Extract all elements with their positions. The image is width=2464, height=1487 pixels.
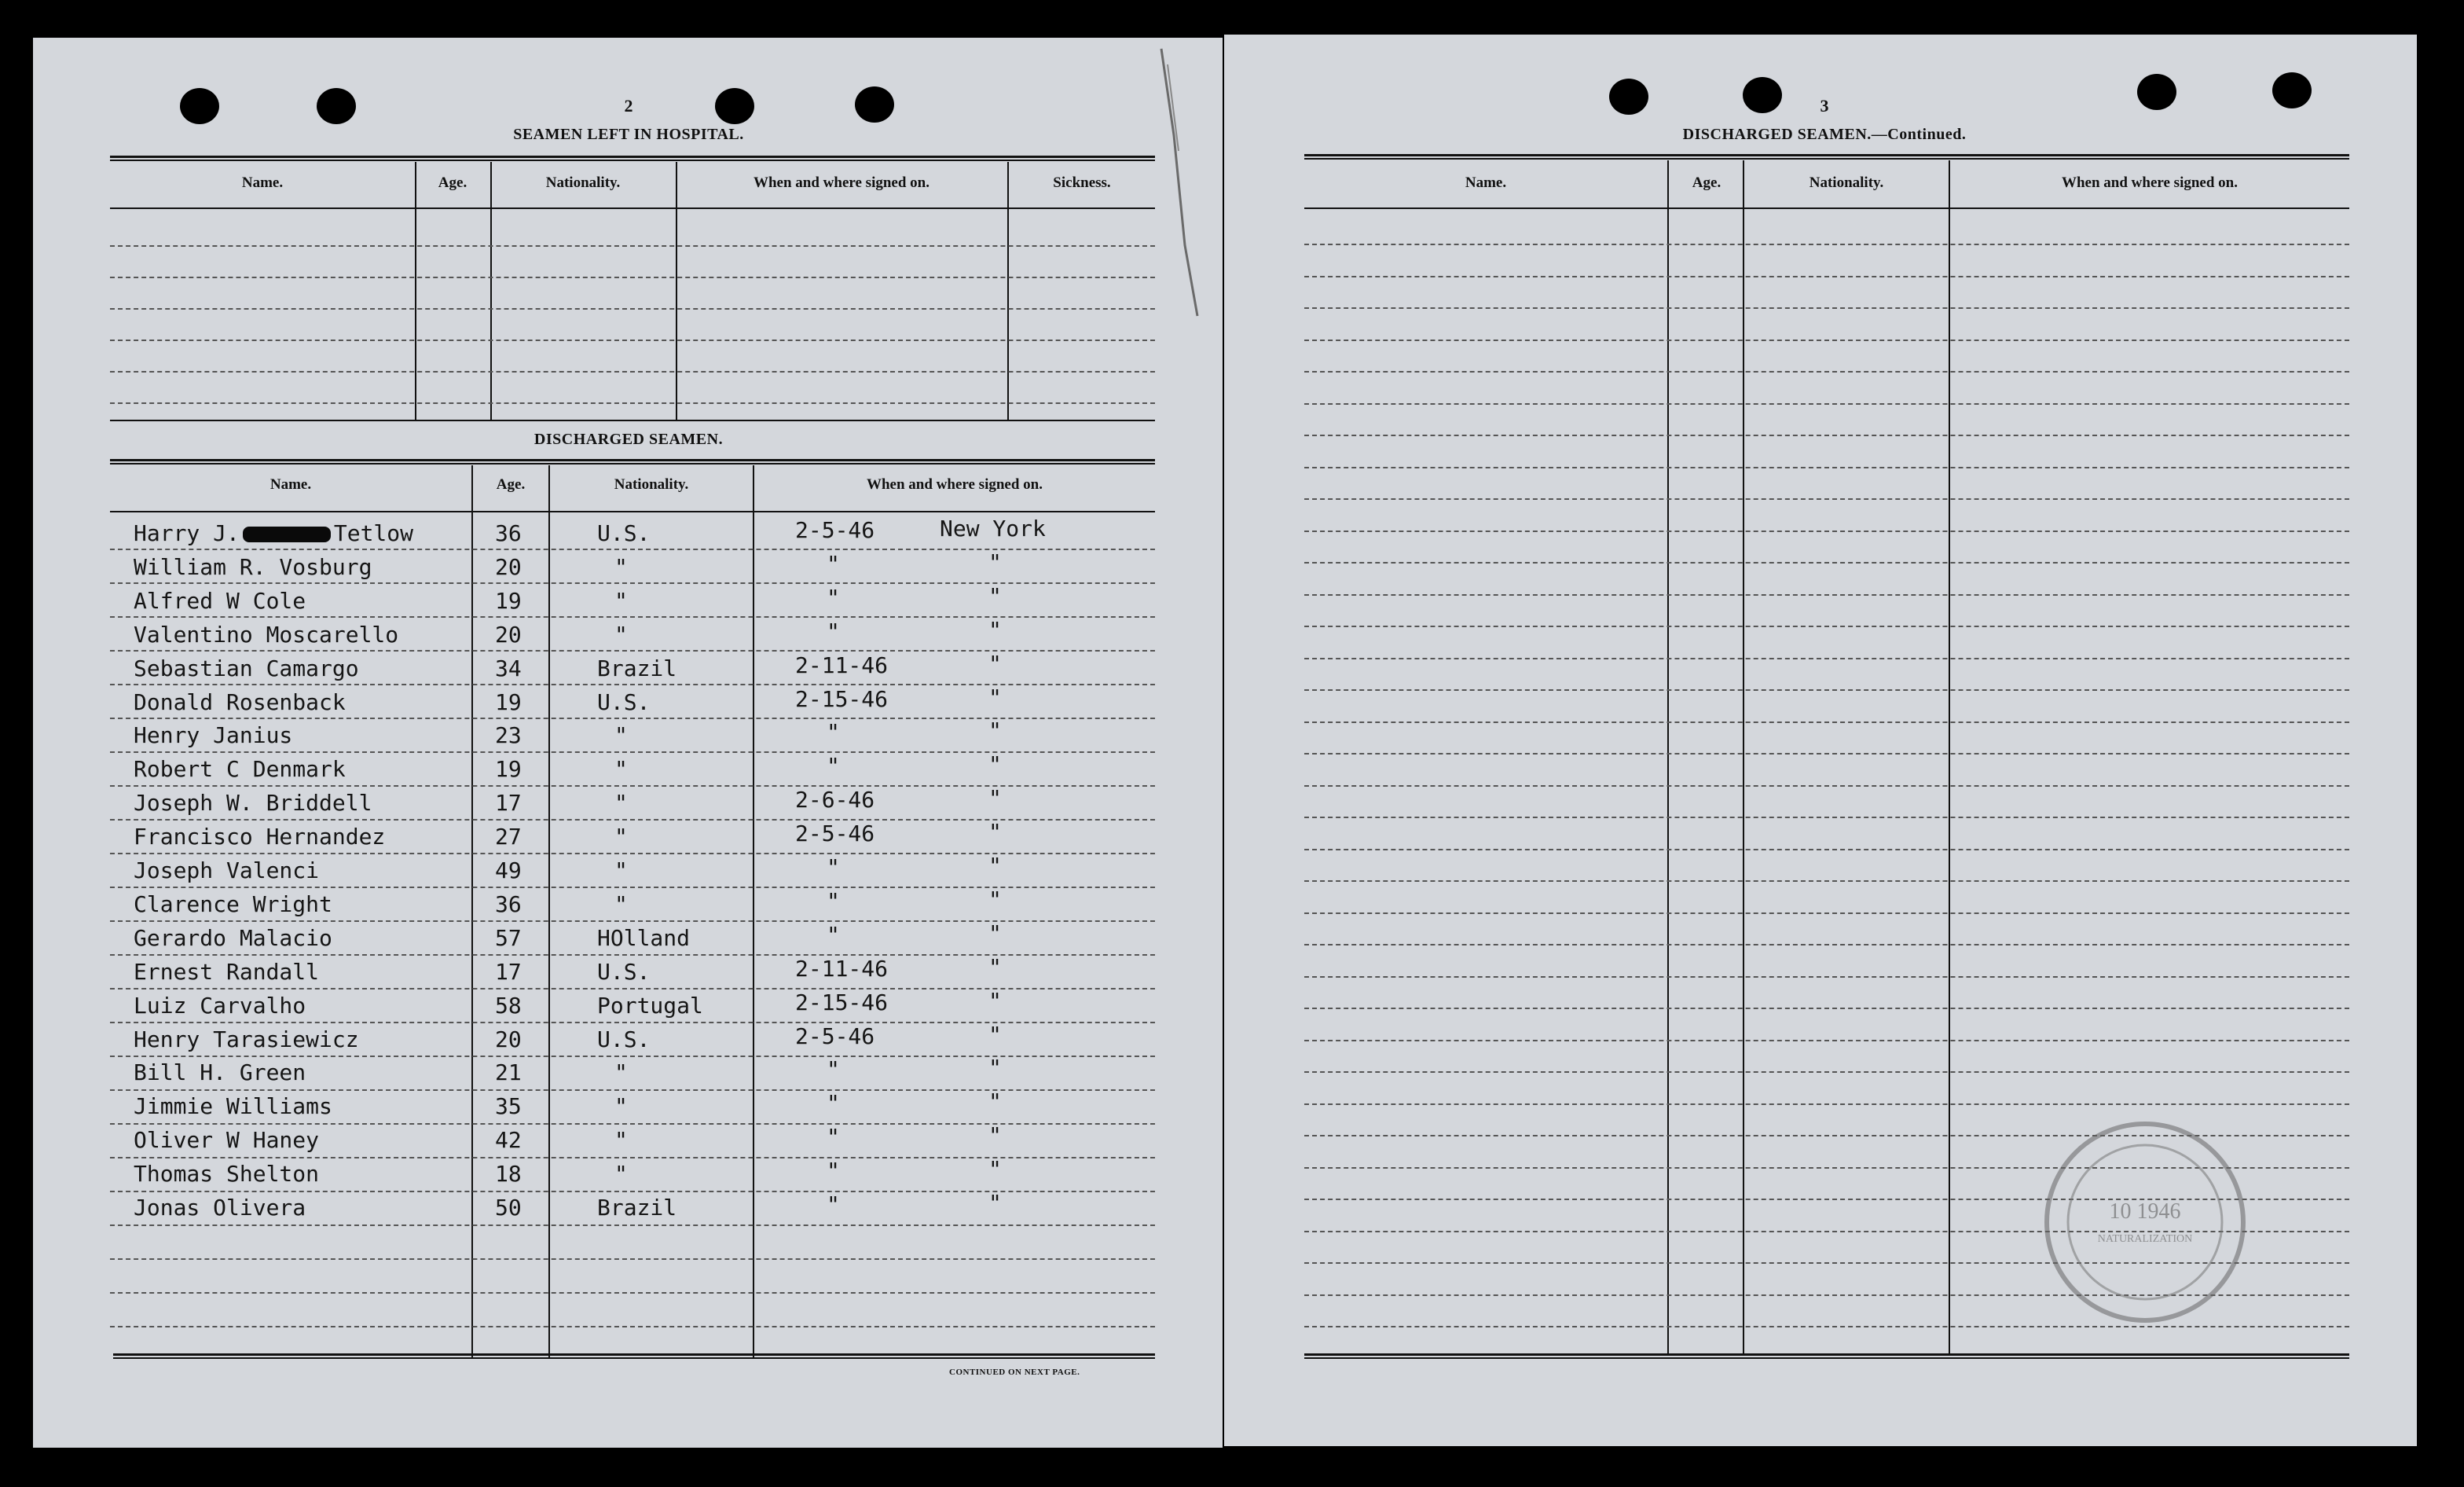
ruled-line — [1304, 467, 2349, 468]
signed-on-place: " — [988, 819, 1002, 846]
punch-hole — [715, 88, 754, 124]
col-header-age: Age. — [1692, 174, 1722, 191]
signed-on-date: 2-11-46 — [795, 652, 889, 678]
signed-on-date: 2-15-46 — [795, 685, 889, 712]
ruled-line — [110, 402, 1155, 404]
signed-on-date: " — [827, 1158, 840, 1184]
column-divider — [676, 162, 677, 420]
col-header-nationality: Nationality. — [1809, 174, 1884, 191]
signed-on-place: " — [988, 785, 1002, 812]
signed-on-date: " — [827, 550, 840, 577]
naturalization-stamp — [2031, 1116, 2259, 1328]
signed-on-date: " — [827, 854, 840, 880]
punch-hole — [2137, 74, 2176, 110]
signed-on-date: " — [827, 719, 840, 746]
seaman-nationality: U.S. — [597, 688, 651, 715]
ruled-line — [1304, 785, 2349, 787]
seaman-nationality: " — [614, 1127, 628, 1154]
ruled-line — [1304, 498, 2349, 500]
seaman-name: Luiz Carvalho — [134, 992, 306, 1019]
seaman-age: 50 — [495, 1195, 522, 1221]
seaman-nationality: " — [614, 857, 628, 883]
seaman-nationality: " — [614, 756, 628, 783]
page-number: 3 — [1820, 96, 1829, 116]
signed-on-place: " — [988, 616, 1002, 643]
ruled-line — [1304, 817, 2349, 818]
ruled-line — [110, 340, 1155, 341]
ruled-line — [1304, 912, 2349, 914]
seaman-age: 18 — [495, 1161, 522, 1188]
column-divider — [415, 162, 416, 420]
signed-on-date: 2-5-46 — [795, 821, 875, 847]
seaman-age: 57 — [495, 924, 522, 951]
col-header-name: Name. — [270, 476, 312, 493]
discharged-continued-title: DISCHARGED SEAMEN.—Continued. — [1682, 126, 1967, 143]
bottom-rule — [1304, 1353, 2349, 1359]
seaman-name: Oliver W Haney — [134, 1127, 320, 1154]
ruled-line — [110, 277, 1155, 278]
seaman-nationality: U.S. — [597, 958, 651, 985]
signed-on-date: 2-15-46 — [795, 989, 889, 1015]
ruled-line — [110, 1258, 1155, 1260]
punch-hole — [180, 88, 219, 124]
redaction-bar — [243, 527, 331, 542]
signed-on-place: " — [988, 1089, 1002, 1115]
signed-on-place: " — [988, 1190, 1002, 1216]
ruled-line — [110, 1326, 1155, 1327]
signed-on-place: " — [988, 1021, 1002, 1048]
seaman-age: 58 — [495, 992, 522, 1019]
punch-hole — [1743, 77, 1782, 113]
table-header-rule — [110, 207, 1155, 209]
seaman-nationality: " — [614, 890, 628, 917]
ruled-line — [1304, 1103, 2349, 1105]
hospital-section-title: SEAMEN LEFT IN HOSPITAL. — [513, 126, 744, 143]
ruled-line — [110, 308, 1155, 310]
ruled-line — [110, 245, 1155, 247]
seaman-age: 27 — [495, 824, 522, 850]
ruled-line — [1304, 1071, 2349, 1073]
seaman-age: 23 — [495, 722, 522, 749]
seaman-age: 19 — [495, 756, 522, 783]
ruled-line — [1304, 658, 2349, 659]
ruled-line — [1304, 244, 2349, 245]
seaman-nationality: Brazil — [597, 1195, 677, 1221]
signed-on-date: 2-6-46 — [795, 787, 875, 813]
seaman-name: Robert C Denmark — [134, 756, 346, 783]
signed-on-date: 2-5-46 — [795, 517, 875, 543]
ruled-line — [1304, 626, 2349, 627]
ruled-line — [1304, 1040, 2349, 1041]
seaman-name: Henry Tarasiewicz — [134, 1026, 359, 1052]
ruled-line — [1304, 976, 2349, 978]
signed-on-date: " — [827, 1191, 840, 1217]
seaman-nationality: HOlland — [597, 924, 691, 951]
seaman-name: Francisco Hernandez — [134, 824, 386, 850]
paper-crease — [1150, 41, 1213, 324]
col-header-signed-on: When and where signed on. — [866, 476, 1043, 493]
seaman-name: Henry Janius — [134, 722, 293, 749]
signed-on-date: " — [827, 1090, 840, 1117]
ruled-line — [1304, 371, 2349, 373]
seaman-age: 20 — [495, 1026, 522, 1052]
ruled-line — [110, 1292, 1155, 1294]
seaman-age: 17 — [495, 958, 522, 985]
seaman-name: Jimmie Williams — [134, 1093, 332, 1120]
signed-on-date: " — [827, 618, 840, 644]
seaman-nationality: " — [614, 824, 628, 850]
seaman-nationality: U.S. — [597, 520, 651, 546]
seaman-nationality: " — [614, 1093, 628, 1120]
ruled-line — [1304, 753, 2349, 755]
seaman-nationality: " — [614, 587, 628, 614]
signed-on-date: 2-5-46 — [795, 1023, 875, 1049]
column-divider — [1007, 162, 1009, 420]
seaman-nationality: Portugal — [597, 992, 703, 1019]
ruled-line — [1304, 721, 2349, 723]
ruled-line — [1304, 435, 2349, 436]
seaman-age: 19 — [495, 688, 522, 715]
seaman-nationality: Brazil — [597, 655, 677, 681]
col-header-age: Age. — [496, 476, 526, 493]
signed-on-place: " — [988, 853, 1002, 879]
seaman-name — [134, 520, 413, 546]
seaman-nationality: U.S. — [597, 1026, 651, 1052]
punch-hole — [2272, 72, 2312, 108]
seaman-age: 20 — [495, 553, 522, 580]
ruled-line — [110, 371, 1155, 373]
table-header-rule — [110, 511, 1155, 512]
bottom-rule — [113, 1353, 1155, 1359]
header-rule — [110, 156, 1155, 161]
section-rule — [110, 420, 1155, 421]
signed-on-place: " — [988, 886, 1002, 912]
seaman-age: 36 — [495, 520, 522, 546]
signed-on-place: " — [988, 987, 1002, 1014]
seaman-age: 36 — [495, 890, 522, 917]
discharged-section-title: DISCHARGED SEAMEN. — [534, 431, 724, 448]
seaman-age: 17 — [495, 790, 522, 817]
punch-hole — [1609, 79, 1648, 115]
ruled-line — [1304, 307, 2349, 309]
seaman-name: William R. Vosburg — [134, 553, 372, 580]
seaman-nationality: " — [614, 722, 628, 749]
seaman-age: 49 — [495, 857, 522, 883]
ruled-line — [1304, 594, 2349, 596]
signed-on-place: " — [988, 1156, 1002, 1183]
signed-on-date: " — [827, 753, 840, 780]
seaman-age: 34 — [495, 655, 522, 681]
ruled-line — [1304, 880, 2349, 882]
ruled-line — [1304, 689, 2349, 691]
column-divider — [490, 162, 492, 420]
seaman-name: Joseph Valenci — [134, 857, 320, 883]
seaman-nationality: " — [614, 1059, 628, 1086]
page-number: 2 — [624, 96, 633, 116]
signed-on-place: " — [988, 718, 1002, 744]
punch-hole — [317, 88, 356, 124]
seaman-last-name: Tetlow — [333, 520, 414, 546]
signed-on-place: " — [988, 751, 1002, 778]
header-rule — [1304, 154, 2349, 160]
signed-on-place: " — [988, 582, 1002, 609]
seaman-name: Jonas Olivera — [134, 1195, 306, 1221]
ruled-line — [1304, 562, 2349, 564]
signed-on-place: " — [988, 953, 1002, 980]
signed-on-place: " — [988, 920, 1002, 946]
signed-on-date: 2-11-46 — [795, 955, 889, 982]
col-header-nationality: Nationality. — [614, 476, 689, 493]
ruled-line — [1304, 340, 2349, 341]
signed-on-place: " — [988, 549, 1002, 575]
seaman-nationality: " — [614, 553, 628, 580]
ruled-line — [1304, 944, 2349, 945]
signed-on-place: " — [988, 1055, 1002, 1081]
seaman-name: Clarence Wright — [134, 890, 332, 917]
col-header-nationality: Nationality. — [545, 174, 621, 191]
seaman-name: Sebastian Camargo — [134, 655, 359, 681]
seaman-name: Ernest Randall — [134, 958, 320, 985]
punch-hole — [855, 86, 894, 123]
seaman-name: Gerardo Malacio — [134, 924, 332, 951]
stamp-label: NATURALIZATION — [2097, 1233, 2193, 1245]
signed-on-place: New York — [940, 516, 1046, 542]
seaman-name: Alfred W Cole — [134, 587, 306, 614]
seaman-age: 21 — [495, 1059, 522, 1086]
table-header-rule — [1304, 207, 2349, 209]
seaman-name: Donald Rosenback — [134, 688, 346, 715]
ruled-line — [1304, 403, 2349, 405]
ruled-line — [1304, 276, 2349, 277]
seaman-age: 20 — [495, 621, 522, 648]
seaman-nationality: " — [614, 790, 628, 817]
signed-on-place: " — [988, 1122, 1002, 1149]
ruled-line — [1304, 1008, 2349, 1009]
col-header-signed-on: When and where signed on. — [2061, 174, 2238, 191]
ruled-line — [110, 1224, 1155, 1226]
seaman-age: 35 — [495, 1093, 522, 1120]
seaman-nationality: " — [614, 621, 628, 648]
seaman-name: Thomas Shelton — [134, 1161, 320, 1188]
seaman-name: Bill H. Green — [134, 1059, 306, 1086]
signed-on-date: " — [827, 1056, 840, 1083]
continued-note: CONTINUED ON NEXT PAGE. — [949, 1368, 1080, 1377]
col-header-name: Name. — [1465, 174, 1507, 191]
seaman-name: Valentino Moscarello — [134, 621, 399, 648]
ruled-line — [1304, 849, 2349, 850]
col-header-name: Name. — [241, 174, 284, 191]
col-header-sickness: Sickness. — [1053, 174, 1111, 191]
seaman-nationality: " — [614, 1161, 628, 1188]
ruled-line — [1304, 531, 2349, 532]
seaman-age: 42 — [495, 1127, 522, 1154]
signed-on-date: " — [827, 887, 840, 914]
signed-on-date: " — [827, 921, 840, 948]
signed-on-date: " — [827, 584, 840, 611]
signed-on-place: " — [988, 650, 1002, 677]
seaman-age: 19 — [495, 587, 522, 614]
col-header-age: Age. — [438, 174, 468, 191]
signed-on-place: " — [988, 684, 1002, 710]
seaman-first-name: Harry J. — [134, 520, 240, 546]
header-rule — [110, 459, 1155, 464]
stamp-date: 10 1946 — [2109, 1199, 2181, 1224]
seaman-name: Joseph W. Briddell — [134, 790, 372, 817]
col-header-signed-on: When and where signed on. — [753, 174, 930, 191]
signed-on-date: " — [827, 1124, 840, 1151]
